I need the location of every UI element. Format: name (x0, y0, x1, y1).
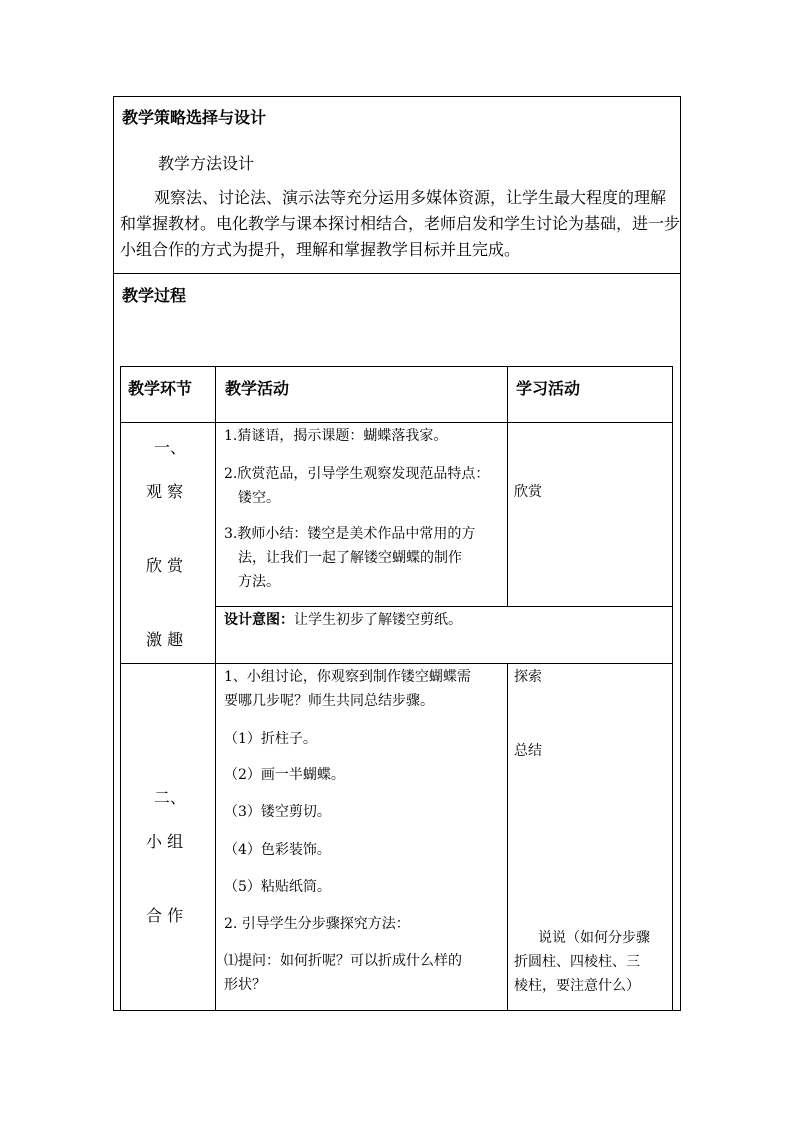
section2-learning-discuss-cont: 折圆柱、四棱柱、三 (514, 954, 640, 970)
section2-step-3: （3）镂空剪切。 (224, 804, 331, 820)
section2-stage-number: 二、 (154, 788, 187, 807)
header-learning-activity: 学习活动 (516, 379, 581, 398)
section1-activity-2: 2.欣赏范品，引导学生观察发现范品特点： (224, 466, 490, 482)
inner-table-right (672, 366, 673, 1011)
section2-activity-1: 1、小组讨论，你观察到制作镂空蝴蝶需 (224, 669, 471, 685)
col-divider-2b (507, 663, 508, 1011)
section1-activity-3-end: 方法。 (238, 574, 280, 590)
inner-table-top (120, 366, 672, 367)
section1-stage-number: 一、 (154, 438, 187, 457)
section1-stage-line-3: 激 趣 (146, 630, 184, 649)
strategy-divider (113, 273, 681, 274)
design-intent-label: 设计意图： (224, 612, 294, 628)
col-divider-2 (507, 366, 508, 606)
section2-question: ⑴提问：如何折呢？可以折成什么样的 (224, 953, 462, 969)
section2-question-cont: 形状？ (224, 977, 266, 993)
method-title: 教学方法设计 (158, 154, 255, 173)
section2-stage-line-2: 合 作 (146, 906, 184, 925)
section2-step-4: （4）色彩装饰。 (224, 842, 331, 858)
section2-learning-discuss: 说说（如何分步骤 (538, 930, 650, 946)
section1-stage-line-1: 观 察 (146, 482, 184, 501)
outer-border-right (680, 96, 681, 1011)
section1-activity-2-cont: 镂空。 (238, 490, 280, 506)
section2-step-1: （1）折柱子。 (224, 731, 317, 747)
method-paragraph-line-2: 和掌握教材。电化教学与课本探讨相结合，老师启发和学生讨论为基础，进一步 (120, 214, 681, 233)
section2-activity-2: 2. 引导学生分步骤探究方法： (224, 916, 410, 932)
method-paragraph-line-1: 观察法、讨论法、演示法等充分运用多媒体资源，让学生最大程度的理解 (154, 188, 667, 207)
section1-stage-line-2: 欣 赏 (146, 556, 184, 575)
section2-step-2: （2）画一半蝴蝶。 (224, 767, 345, 783)
outer-border-bottom (113, 1010, 681, 1011)
outer-border-top (113, 96, 681, 97)
inner-table-left (120, 366, 121, 1011)
method-paragraph-line-3: 小组合作的方式为提升，理解和掌握教学目标并且完成。 (120, 240, 521, 259)
header-row-bottom (120, 422, 672, 423)
section2-learning-explore: 探索 (514, 669, 542, 685)
process-heading: 教学过程 (122, 286, 187, 305)
section1-learning: 欣赏 (514, 484, 542, 500)
section2-stage-line-1: 小 组 (146, 832, 184, 851)
design-intent (224, 610, 462, 630)
section2-step-5: （5）粘贴纸筒。 (224, 879, 331, 895)
design-intent-text: 让学生初步了解镂空剪纸。 (294, 612, 462, 628)
section1-activity-3: 3.教师小结：镂空是美术作品中常用的方 (224, 526, 476, 542)
header-stage: 教学环节 (128, 379, 193, 398)
section2-learning-discuss-end: 棱柱，要注意什么） (514, 978, 640, 994)
section2-activity-1-cont: 要哪几步呢？师生共同总结步骤。 (224, 693, 434, 709)
design-row-top (215, 606, 672, 607)
section1-activity-3-cont: 法，让我们一起了解镂空蝴蝶的制作 (238, 550, 462, 566)
section1-bottom (120, 663, 672, 664)
outer-border-left (113, 96, 114, 1011)
header-teaching-activity: 教学活动 (225, 379, 290, 398)
col-divider-1 (215, 366, 216, 1011)
section2-learning-summary: 总结 (514, 743, 542, 759)
strategy-heading: 教学策略选择与设计 (122, 108, 267, 127)
section1-activity-1: 1.猜谜语，揭示课题：蝴蝶落我家。 (224, 428, 448, 444)
